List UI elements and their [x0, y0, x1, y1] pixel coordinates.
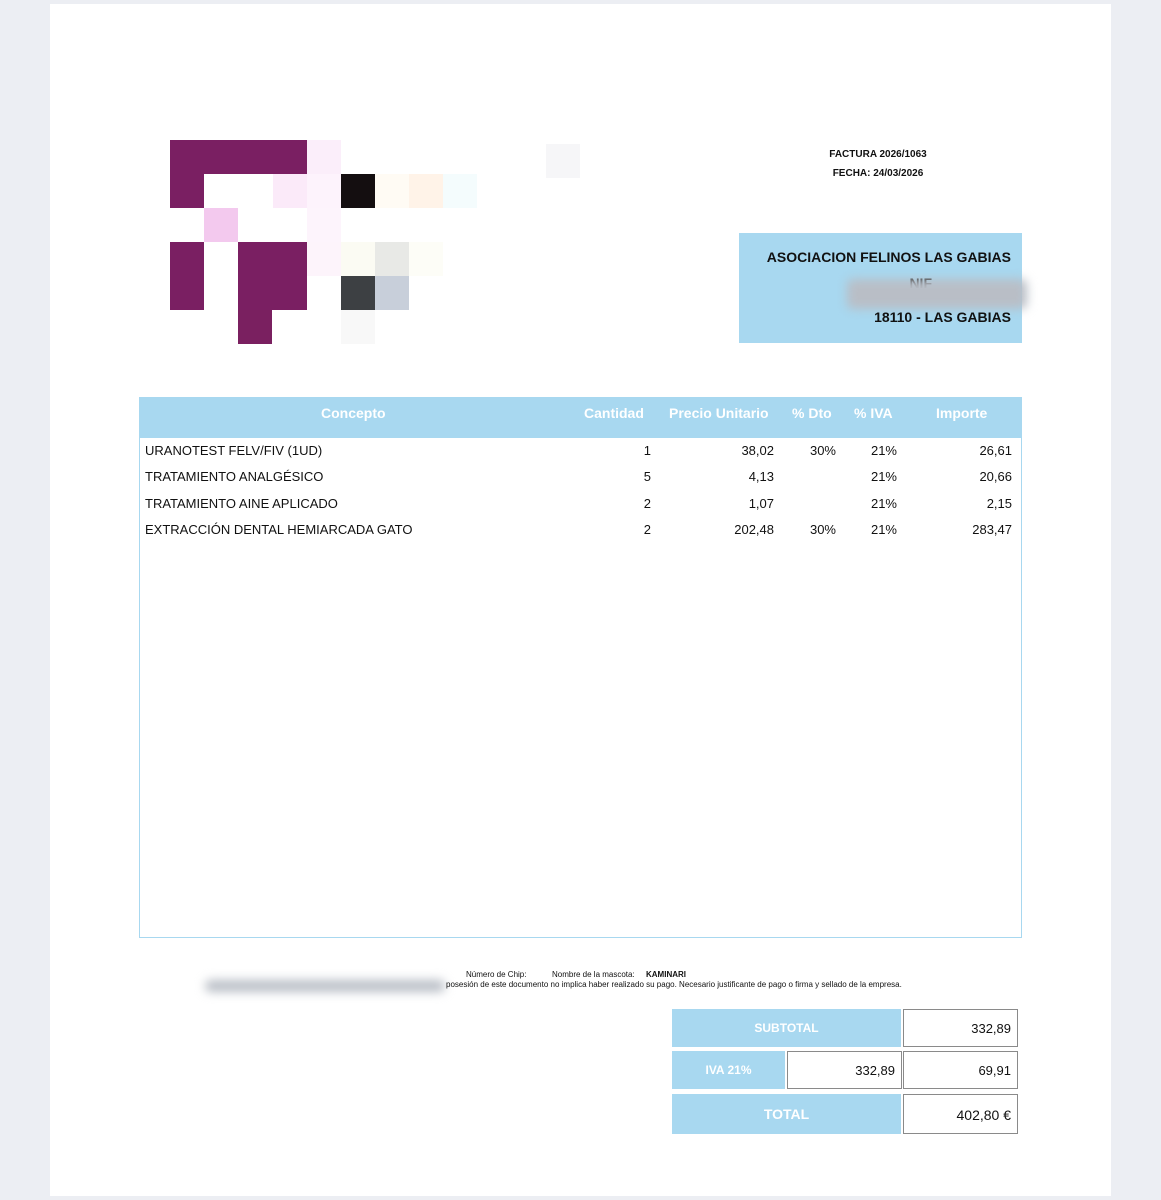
- client-name: ASOCIACION FELINOS LAS GABIAS: [766, 249, 1011, 265]
- header-discount: % Dto: [792, 405, 832, 421]
- row-unit-price: 4,13: [748, 469, 774, 484]
- row-unit-price: 1,07: [748, 496, 774, 511]
- row-concept: URANOTEST FELV/FIV (1UD): [145, 443, 323, 458]
- items-table-header: [140, 398, 1021, 438]
- invoice-page: [50, 4, 1111, 1196]
- invoice-date: FECHA: 24/03/2026: [832, 168, 924, 179]
- vat-value: 69,91: [903, 1051, 1018, 1089]
- row-concept: TRATAMIENTO ANALGÉSICO: [145, 469, 324, 484]
- row-quantity: 2: [643, 522, 651, 537]
- row-quantity: 2: [643, 496, 651, 511]
- client-info-box: [739, 233, 1022, 343]
- row-discount: 30%: [809, 443, 836, 458]
- row-quantity: 1: [643, 443, 651, 458]
- table-row: [140, 469, 1021, 493]
- vat-label: IVA 21%: [672, 1051, 785, 1089]
- legal-note: posesión de este documento no implica haber realizado su pago. Necesario justificante de pago o firma y sellado de la empresa.: [446, 980, 902, 989]
- total-label: TOTAL: [672, 1094, 901, 1134]
- subtotal-value: 332,89: [903, 1009, 1018, 1047]
- header-unit-price: Precio Unitario: [669, 405, 769, 421]
- row-vat: 21%: [870, 522, 897, 537]
- row-concept: TRATAMIENTO AINE APLICADO: [145, 496, 338, 511]
- table-row: [140, 443, 1021, 467]
- client-city: 18110 - LAS GABIAS: [874, 309, 1011, 325]
- header-vat: % IVA: [854, 405, 893, 421]
- row-amount: 26,61: [979, 443, 1012, 458]
- row-amount: 283,47: [972, 522, 1012, 537]
- table-row: [140, 522, 1021, 546]
- items-table: [139, 397, 1022, 938]
- subtotal-label: SUBTOTAL: [672, 1009, 901, 1047]
- redacted-footer-text: [205, 980, 445, 992]
- total-value: 402,80 €: [903, 1094, 1018, 1134]
- pet-name-label: Nombre de la mascota:: [552, 970, 635, 979]
- header-concept: Concepto: [321, 405, 386, 421]
- row-unit-price: 202,48: [734, 522, 774, 537]
- row-quantity: 5: [643, 469, 651, 484]
- invoice-number: FACTURA 2026/1063: [829, 149, 927, 160]
- row-vat: 21%: [870, 496, 897, 511]
- row-amount: 2,15: [986, 496, 1012, 511]
- vat-base-value: 332,89: [787, 1051, 902, 1089]
- company-logo: [170, 140, 510, 350]
- redacted-nif: [847, 279, 1027, 309]
- pet-name: KAMINARI: [646, 970, 686, 979]
- header-quantity: Cantidad: [584, 405, 644, 421]
- row-discount: 30%: [809, 522, 836, 537]
- row-vat: 21%: [870, 443, 897, 458]
- header-amount: Importe: [936, 405, 988, 421]
- row-amount: 20,66: [979, 469, 1012, 484]
- row-unit-price: 38,02: [741, 443, 774, 458]
- table-row: [140, 496, 1021, 520]
- row-vat: 21%: [870, 469, 897, 484]
- chip-number-label: Número de Chip:: [466, 970, 527, 979]
- row-concept: EXTRACCIÓN DENTAL HEMIARCADA GATO: [145, 522, 413, 537]
